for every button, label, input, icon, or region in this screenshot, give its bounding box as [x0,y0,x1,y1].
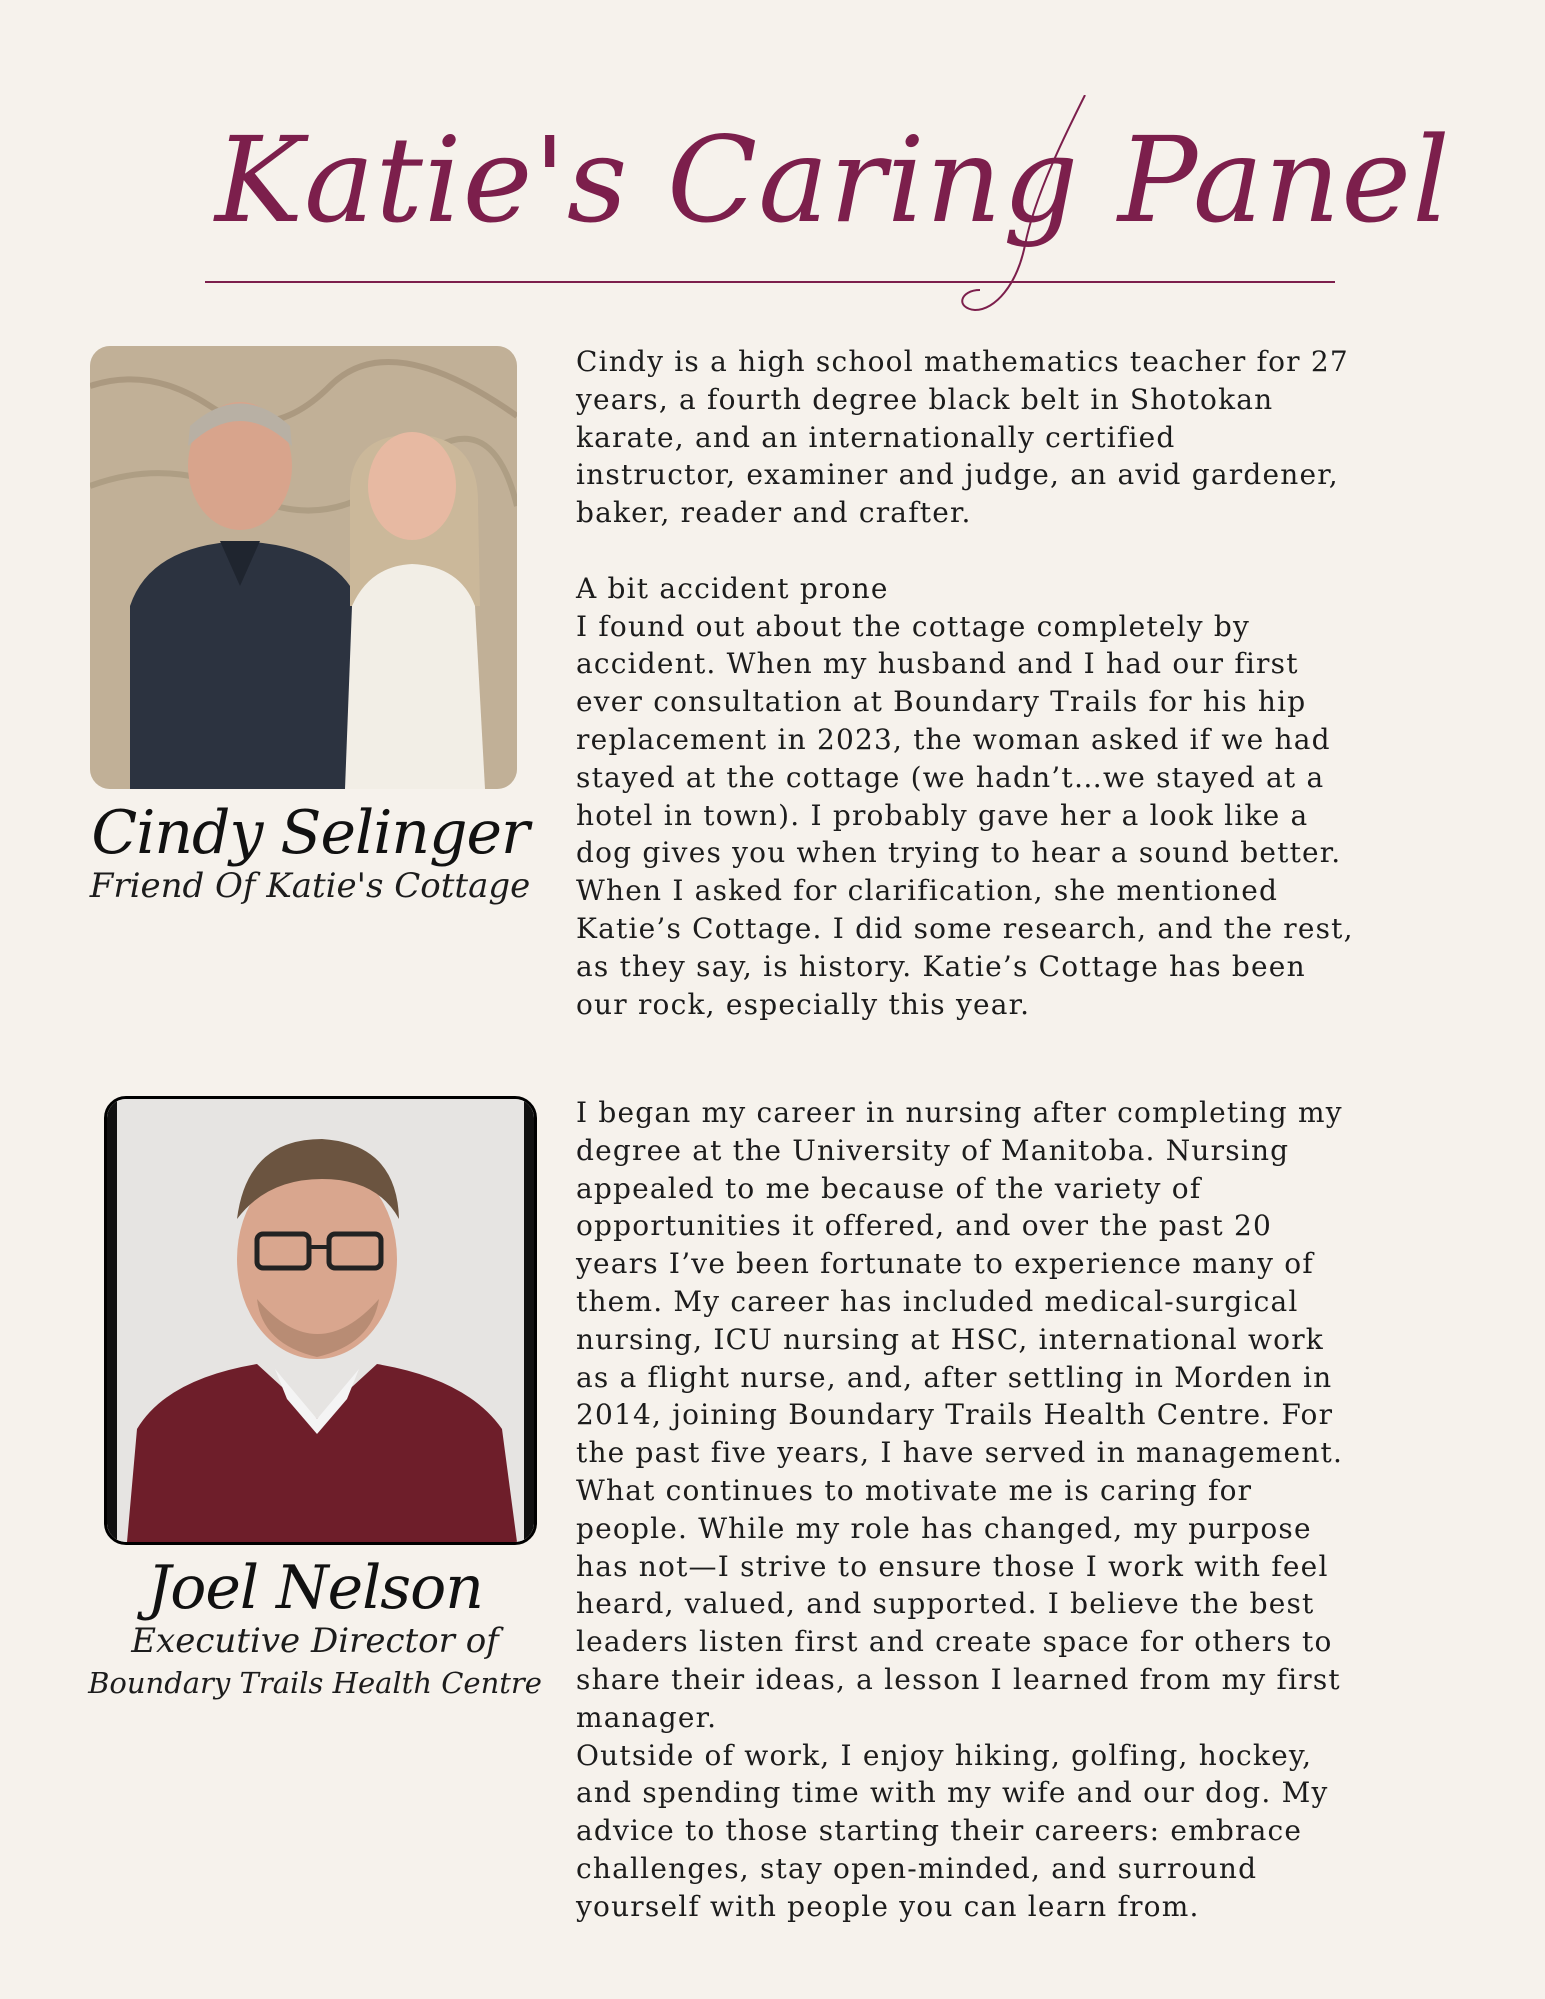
profile-name: Joel Nelson [147,1553,483,1623]
profile-role: Friend Of Katie's Cottage [89,866,531,906]
profile-role: Executive Director of [131,1621,499,1661]
profile-caption-cindy [70,800,550,906]
profile-caption-joel [60,1555,570,1705]
profile-name: Cindy Selinger [91,798,529,868]
profile-bio: Cindy is a high school mathematics teacher for 27 years, a fourth degree black belt in Shotokan karate, and an internationally certified instructor, examiner and judge, an avid gardener, baker, reader and crafter. A bit accident prone I found out about the cottage completely by accident. When my husband and I had our first ever consultation at Boundary Trails for his hip replacement in 2023, the woman asked if we had stayed at the cottage (we hadn’t…we stayed at a hotel in town). I probably gave her a look like a dog gives you when trying to hear a sound better. When I asked for clarification, she mentioned Katie’s Cottage. I did some research, and the rest, as they say, is history. Katie’s Cottage has been our rock, especially this year. [576,345,1354,1021]
title-underline [205,281,1335,283]
page-title: Katie's Caring Panel [215,111,1451,249]
profile-organization: Boundary Trails Health Centre [88,1666,542,1700]
profile-bio: I began my career in nursing after completing my degree at the University of Manitoba. Nursing appealed to me because of the variety of opportunities it offered, and over the past 20 years I’ve been fortunate to experience many of them. My career has included medical-surgical nursing, ICU nursing at HSC, international work as a flight nurse, and, after settling in Morden in 2014, joining Boundary Trails Health Centre. For the past five years, I have served in management. What continues to motivate me is caring for people. While my role has changed, my purpose has not—I strive to ensure those I work with feel heard, valued, and supported. I believe the best leaders listen first and create space for others to share their ideas, a lesson I learned from my first manager. Outside of work, I enjoy hiking, golfing, hockey, and spending time with my wife and our dog. My advice to those starting their careers: embrace challenges, stay open-minded, and surround yourself with people you can learn from. [576,1096,1344,1923]
photo-of-couple [90,346,517,789]
photo-of-man-with-glasses [104,1096,537,1545]
page-title-block [205,105,1451,305]
